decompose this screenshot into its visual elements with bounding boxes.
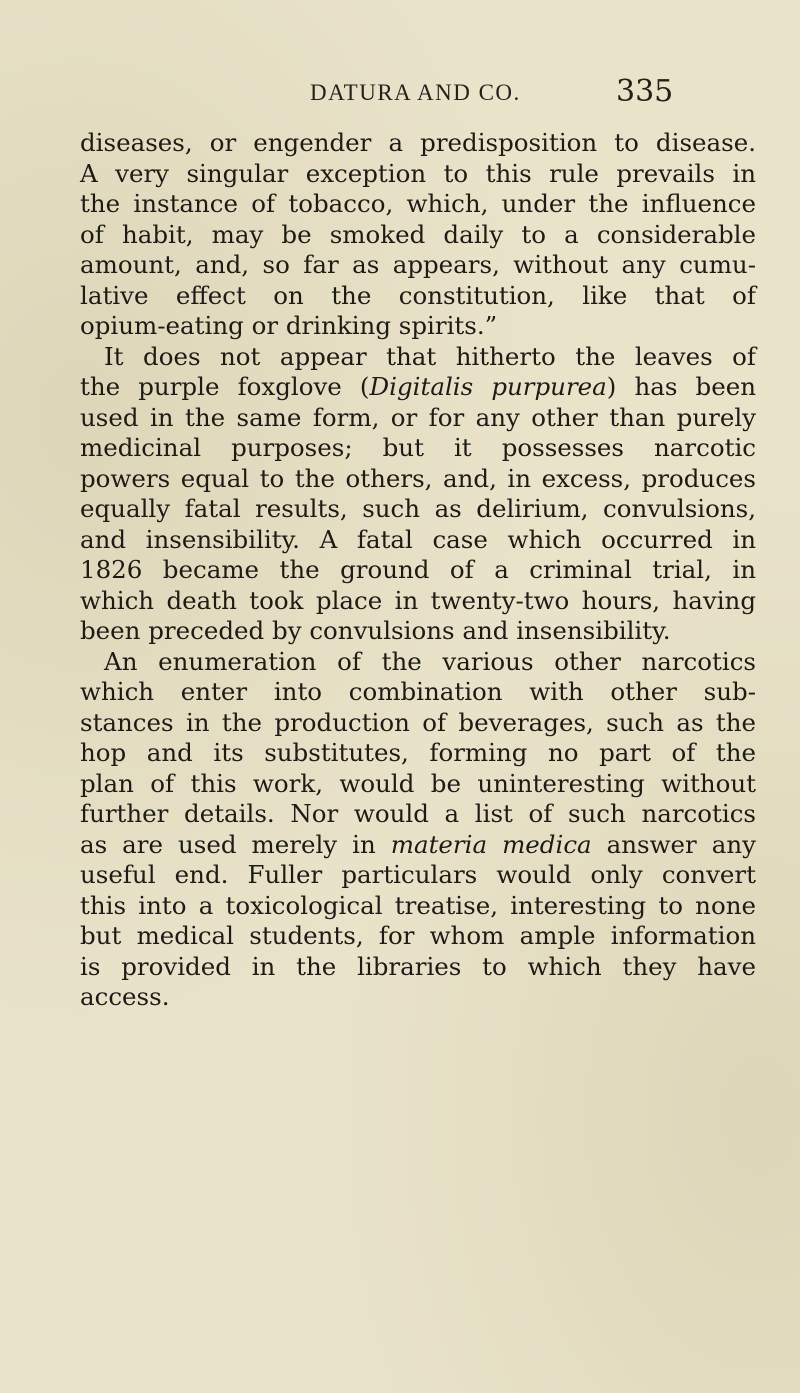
- text-line: powers equal to the others, and, in excess, produces: [80, 463, 756, 493]
- text-segment: the purple foxglove (: [80, 372, 370, 401]
- text-line: [80, 830, 756, 861]
- text-line: but medical students, for whom ample information: [80, 921, 756, 950]
- text-line: An enumeration of the various other narcotics: [104, 646, 756, 676]
- text-segment: as are used merely in: [80, 829, 391, 859]
- text-segment: answer any: [591, 829, 756, 859]
- text-line: opium-eating or drinking spirits.”: [80, 311, 498, 340]
- text-line: amount, and, so far as appears, without any cumu-: [80, 250, 756, 279]
- text-line: diseases, or engender a predisposition to disease.: [80, 128, 756, 157]
- text-line: been preceded by convulsions and insensibility.: [80, 616, 671, 645]
- text-line: access.: [80, 982, 170, 1011]
- text-line: of habit, may be smoked daily to a considerable: [80, 219, 756, 249]
- text-line: A very singular exception to this rule prevails in: [80, 158, 756, 188]
- text-line: plan of this work, would be uninteresting without: [80, 768, 756, 798]
- text-line: used in the same form, or for any other than purely: [80, 402, 756, 432]
- running-title: DATURA AND CO.: [310, 80, 521, 105]
- text-line: It does not appear that hitherto the leaves of: [104, 341, 756, 371]
- text-line: stances in the production of beverages, such as the: [80, 707, 756, 737]
- text-line: useful end. Fuller particulars would only convert: [80, 860, 756, 889]
- text-line: 1826 became the ground of a criminal trial, in: [80, 555, 756, 584]
- text-line: further details. Nor would a list of such narcotics: [80, 799, 756, 828]
- italic-term: Digitalis purpurea: [369, 372, 607, 401]
- text-segment: ) has been: [606, 372, 757, 401]
- italic-term: materia medica: [390, 829, 592, 859]
- text-line: hop and its substitutes, forming no part of the: [80, 738, 756, 767]
- text-line: equally fatal results, such as delirium, convulsions,: [80, 494, 756, 523]
- running-head: [0, 74, 800, 120]
- text-line: and insensibility. A fatal case which occurred in: [80, 524, 756, 554]
- page-number: 335: [616, 74, 674, 109]
- text-line: which death took place in twenty-two hours, having: [80, 585, 756, 615]
- text-line: this into a toxicological treatise, interesting to none: [80, 890, 756, 920]
- text-line: is provided in the libraries to which they have: [80, 951, 756, 981]
- text-line: [80, 372, 756, 403]
- text-line: the instance of tobacco, which, under the influence: [80, 189, 756, 218]
- text-line: medicinal purposes; but it possesses narcotic: [80, 433, 756, 462]
- text-line: lative effect on the constitution, like that of: [80, 280, 756, 310]
- text-line: which enter into combination with other sub-: [80, 677, 756, 706]
- body-text: [80, 128, 756, 1013]
